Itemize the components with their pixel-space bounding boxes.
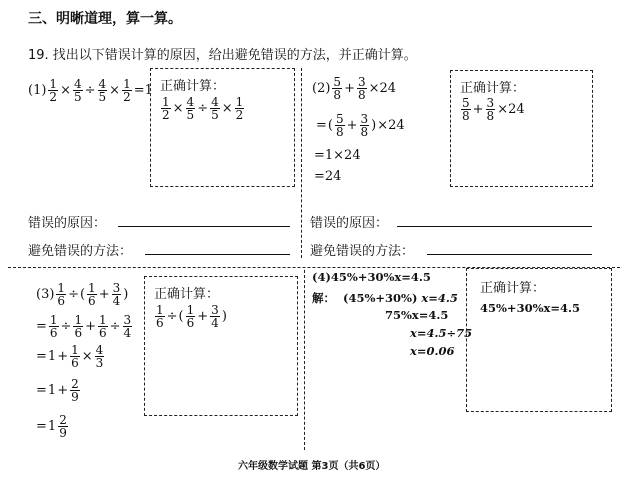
operator: ÷ bbox=[166, 309, 178, 324]
fraction: $\frac{1}{6}$ bbox=[156, 303, 164, 330]
operator: = bbox=[36, 419, 47, 434]
p2-method-blank[interactable] bbox=[427, 254, 592, 255]
p1-reason-blank[interactable] bbox=[118, 226, 290, 227]
p1-method-blank[interactable] bbox=[145, 254, 290, 255]
fraction: $\frac{4}{5}$ bbox=[98, 77, 107, 104]
operator: + bbox=[85, 319, 96, 334]
number: 1 bbox=[47, 383, 57, 398]
operator: + bbox=[98, 287, 110, 302]
p2-wrong-line2 bbox=[316, 113, 405, 138]
p2-method-label: 避免错误的方法： bbox=[310, 244, 415, 259]
p1-correct-label: 正确计算： bbox=[160, 79, 226, 94]
p1-wrong-calc bbox=[28, 78, 153, 103]
column-divider bbox=[301, 68, 302, 258]
p1-correct-expr bbox=[160, 96, 245, 121]
paren: ( bbox=[178, 309, 184, 324]
p3-wrong-line1 bbox=[36, 282, 128, 307]
fraction: $\frac{1}{2}$ bbox=[162, 95, 170, 122]
fraction: $\frac{3}{4}$ bbox=[123, 313, 132, 340]
fraction: $\frac{4}{5}$ bbox=[186, 95, 195, 122]
operator: × bbox=[60, 83, 71, 98]
operator: ÷ bbox=[197, 101, 209, 116]
column-divider-lower bbox=[304, 270, 305, 450]
p2-correct-label: 正确计算： bbox=[460, 81, 526, 96]
fraction: $\frac{1}{6}$ bbox=[49, 313, 58, 340]
p3-wrong-line3 bbox=[36, 344, 105, 369]
p4-step1: 解： (45%+30%) x=4.5 bbox=[312, 291, 458, 305]
operator: + bbox=[344, 81, 355, 96]
operator: ÷ bbox=[68, 287, 79, 302]
fraction: $\frac{1}{2}$ bbox=[235, 95, 244, 122]
fraction: $\frac{1}{6}$ bbox=[74, 313, 83, 340]
p2-wrong-line4: =24 bbox=[314, 169, 342, 184]
number: 1 bbox=[47, 349, 57, 364]
fraction: $\frac{1}{6}$ bbox=[71, 343, 79, 370]
solve-label: 解： bbox=[312, 291, 335, 305]
p4-step3: x=4.5÷75 bbox=[410, 326, 473, 340]
fraction: $\frac{5}{8}$ bbox=[335, 112, 344, 139]
p2-correct-expr bbox=[460, 97, 525, 122]
p4-problem: (4)45%+30%x=4.5 bbox=[312, 270, 431, 284]
fraction: $\frac{1}{2}$ bbox=[123, 77, 131, 104]
paren: ) bbox=[123, 287, 129, 302]
fraction: $\frac{3}{8}$ bbox=[357, 75, 366, 102]
p2-reason-label: 错误的原因： bbox=[310, 216, 389, 231]
fraction: $\frac{1}{6}$ bbox=[88, 281, 96, 308]
p3-correct-expr bbox=[154, 304, 227, 329]
fraction: $\frac{5}{8}$ bbox=[462, 96, 470, 123]
paren: ( bbox=[79, 287, 86, 302]
fraction: $\frac{1}{6}$ bbox=[57, 281, 66, 308]
p3-correct-label: 正确计算： bbox=[154, 287, 220, 302]
fraction: $\frac{1}{2}$ bbox=[49, 77, 58, 104]
paren: ) bbox=[221, 309, 227, 324]
p1-method-label: 避免错误的方法： bbox=[28, 244, 133, 259]
p4-step4: x=0.06 bbox=[410, 344, 455, 358]
operator: ÷ bbox=[84, 83, 96, 98]
fraction: $\frac{4}{3}$ bbox=[95, 343, 104, 370]
p2-wrong-line1 bbox=[312, 76, 396, 101]
fraction: $\frac{3}{8}$ bbox=[486, 96, 495, 123]
p4-step2: 75%x=4.5 bbox=[385, 308, 449, 322]
fraction: $\frac{2}{9}$ bbox=[59, 413, 67, 440]
paren: ( bbox=[327, 118, 333, 133]
fraction: $\frac{3}{8}$ bbox=[360, 112, 369, 139]
p3-wrong-line5 bbox=[36, 414, 69, 439]
operator: × bbox=[81, 349, 93, 364]
p3-wrong-line4 bbox=[36, 378, 81, 403]
p4-correct-expr: 45%+30%x=4.5 bbox=[480, 301, 580, 315]
question-title: 19. 找出以下错误计算的原因，给出避免错误的方法，并正确计算。 bbox=[28, 48, 417, 63]
operator: ×24 bbox=[497, 102, 525, 117]
operator: + bbox=[57, 383, 69, 398]
section-title: 三、明晰道理，算一算。 bbox=[28, 11, 182, 27]
operator: ÷ bbox=[109, 319, 121, 334]
paren: ) bbox=[371, 118, 377, 133]
operator: = bbox=[36, 319, 47, 334]
p1-number: (1) bbox=[28, 83, 47, 98]
operator: × bbox=[172, 101, 184, 116]
operator: × bbox=[221, 101, 233, 116]
page-footer: 六年级数学试题 第3页（共6页） bbox=[238, 461, 386, 472]
operator: = bbox=[36, 349, 47, 364]
number: 1 bbox=[47, 419, 57, 434]
operator: ×24 bbox=[368, 81, 397, 96]
p3-wrong-line2 bbox=[36, 314, 133, 339]
p1-reason-label: 错误的原因： bbox=[28, 216, 107, 231]
fraction: $\frac{4}{5}$ bbox=[211, 95, 219, 122]
p2-number: (2) bbox=[312, 81, 331, 96]
fraction: $\frac{3}{4}$ bbox=[211, 303, 219, 330]
p3-number: (3) bbox=[36, 287, 55, 302]
operator: ÷ bbox=[60, 319, 72, 334]
result: =1 bbox=[133, 83, 153, 98]
operator: + bbox=[197, 309, 209, 324]
operator: ×24 bbox=[377, 118, 405, 133]
operator: + bbox=[472, 102, 484, 117]
operator: × bbox=[109, 83, 121, 98]
fraction: $\frac{5}{8}$ bbox=[333, 75, 342, 102]
fraction: $\frac{2}{9}$ bbox=[71, 377, 79, 404]
p2-wrong-line3: =1×24 bbox=[314, 148, 361, 163]
p2-reason-blank[interactable] bbox=[397, 226, 592, 227]
operator: = bbox=[316, 118, 327, 133]
fraction: $\frac{1}{6}$ bbox=[99, 313, 107, 340]
operator: = bbox=[36, 383, 47, 398]
operator: + bbox=[57, 349, 69, 364]
p4-correct-label: 正确计算： bbox=[480, 281, 546, 296]
fraction: $\frac{1}{6}$ bbox=[186, 303, 195, 330]
operator: + bbox=[346, 118, 358, 133]
fraction: $\frac{4}{5}$ bbox=[73, 77, 82, 104]
fraction: $\frac{3}{4}$ bbox=[112, 281, 121, 308]
